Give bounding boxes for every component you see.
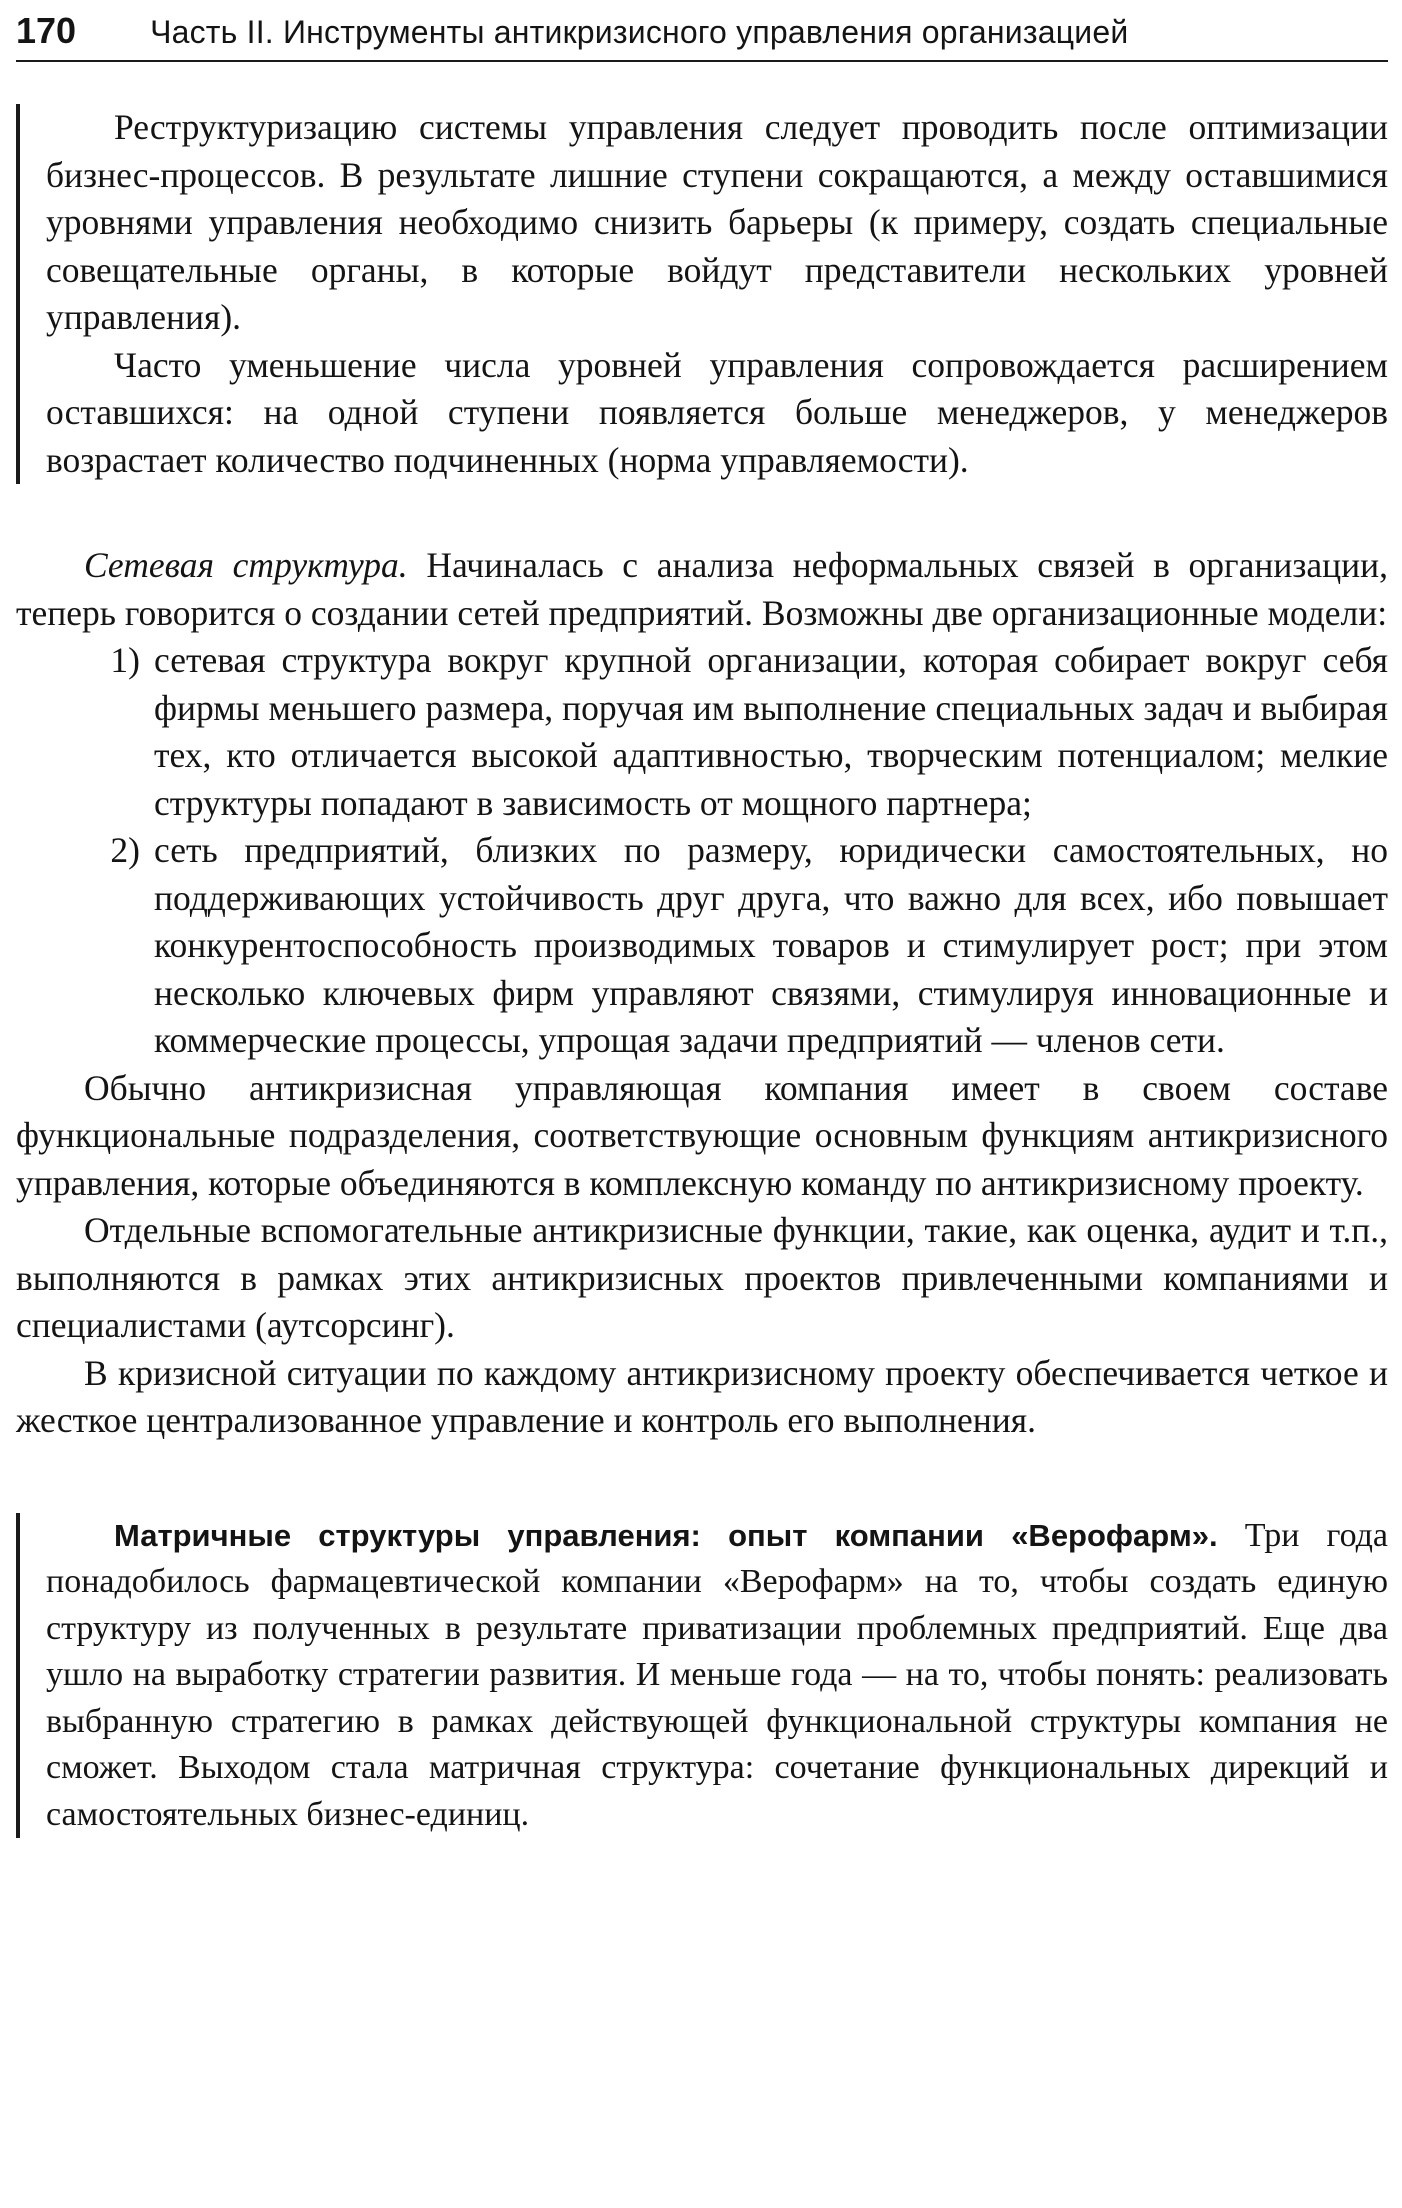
list-item-number: 1) — [110, 640, 140, 680]
case-text: Три года понадобилось фармацевтической компании «Верофарм» на то, чтобы создать единую структуру из полученных в результате приватизации проблемных предприятий. Еще два ушло на выработку стратегии развития. И меньше года — на то, чтобы понять: реализовать выбранную стратегию в рамках действующей функциональной структуры компания не сможет. Выходом стала матричная структура: сочетание функциональных дирекций и самостоятельных бизнес-единиц. — [46, 1516, 1388, 1833]
case-paragraph — [46, 1513, 1388, 1839]
running-title: Часть II. Инструменты антикризисного управления организацией — [150, 14, 1129, 50]
list-item-text: сеть предприятий, близких по размеру, юридически самостоятельных, но поддерживающих устойчивость друг друга, что важно для всех, ибо повышает конкурентоспособность производимых товаров и стимулирует рост; при этом несколько ключевых фирм управляют связями, стимулируя инновационные и коммерческие процессы, упрощая задачи предприятий — членов сети. — [154, 830, 1388, 1060]
note-paragraph: Часто уменьшение числа уровней управления сопровождается расширением оставшихся: на одной ступени появляется больше менеджеров, у менеджеров возрастает количество подчиненных (норма управляемости). — [46, 344, 1388, 480]
sidebar-note-restructuring — [16, 104, 1388, 484]
book-page — [16, 10, 1388, 1838]
note-paragraph: Реструктуризацию системы управления следует проводить после оптимизации бизнес-процессов. В результате лишние ступени сокращаются, а между оставшимися уровнями управления необходимо снизить барьеры (к примеру, создать специальные совещательные органы, в которые войдут представители нескольких уровней управления). — [46, 107, 1388, 337]
list-item-number: 2) — [110, 830, 140, 870]
body-paragraph: Обычно антикризисная управляющая компания имеет в своем составе функциональные подразделения, соответствующие основным функциям антикризисного управления, которые объединяются в комплексную команду по антикризисному проекту. — [16, 1067, 1388, 1203]
sidebar-case-verofarm — [16, 1513, 1388, 1839]
network-intro: Начиналась с анализа неформальных связей в организации, теперь говорится о создании сетей предприятий. Возможны две организационные модели: — [16, 545, 1388, 633]
list-item — [16, 827, 1388, 1065]
body-paragraph: Отдельные вспомогательные антикризисные функции, такие, как оценка, аудит и т.п., выполняются в рамках этих антикризисных проектов привлеченными компаниями и специалистами (аутсорсинг). — [16, 1210, 1388, 1345]
network-intro-paragraph — [16, 542, 1388, 637]
models-list — [16, 637, 1388, 1065]
list-item — [16, 637, 1388, 827]
case-heading: Матричные структуры управления: опыт компании «Верофарм». — [114, 1517, 1218, 1553]
page-number: 170 — [16, 10, 77, 51]
network-term: Сетевая структура. — [84, 545, 408, 585]
list-item-text: сетевая структура вокруг крупной организации, которая собирает вокруг себя фирмы меньшего размера, поручая им выполнение специальных задач и выбирая тех, кто отличается высокой адаптивностью, творческим потенциалом; мелкие структуры попадают в зависимость от мощного партнера; — [154, 640, 1388, 823]
page-header — [16, 10, 1388, 62]
body-paragraph: В кризисной ситуации по каждому антикризисному проекту обеспечивается четкое и жесткое централизованное управление и контроль его выполнения. — [16, 1352, 1388, 1440]
network-structure-section — [16, 542, 1388, 1445]
